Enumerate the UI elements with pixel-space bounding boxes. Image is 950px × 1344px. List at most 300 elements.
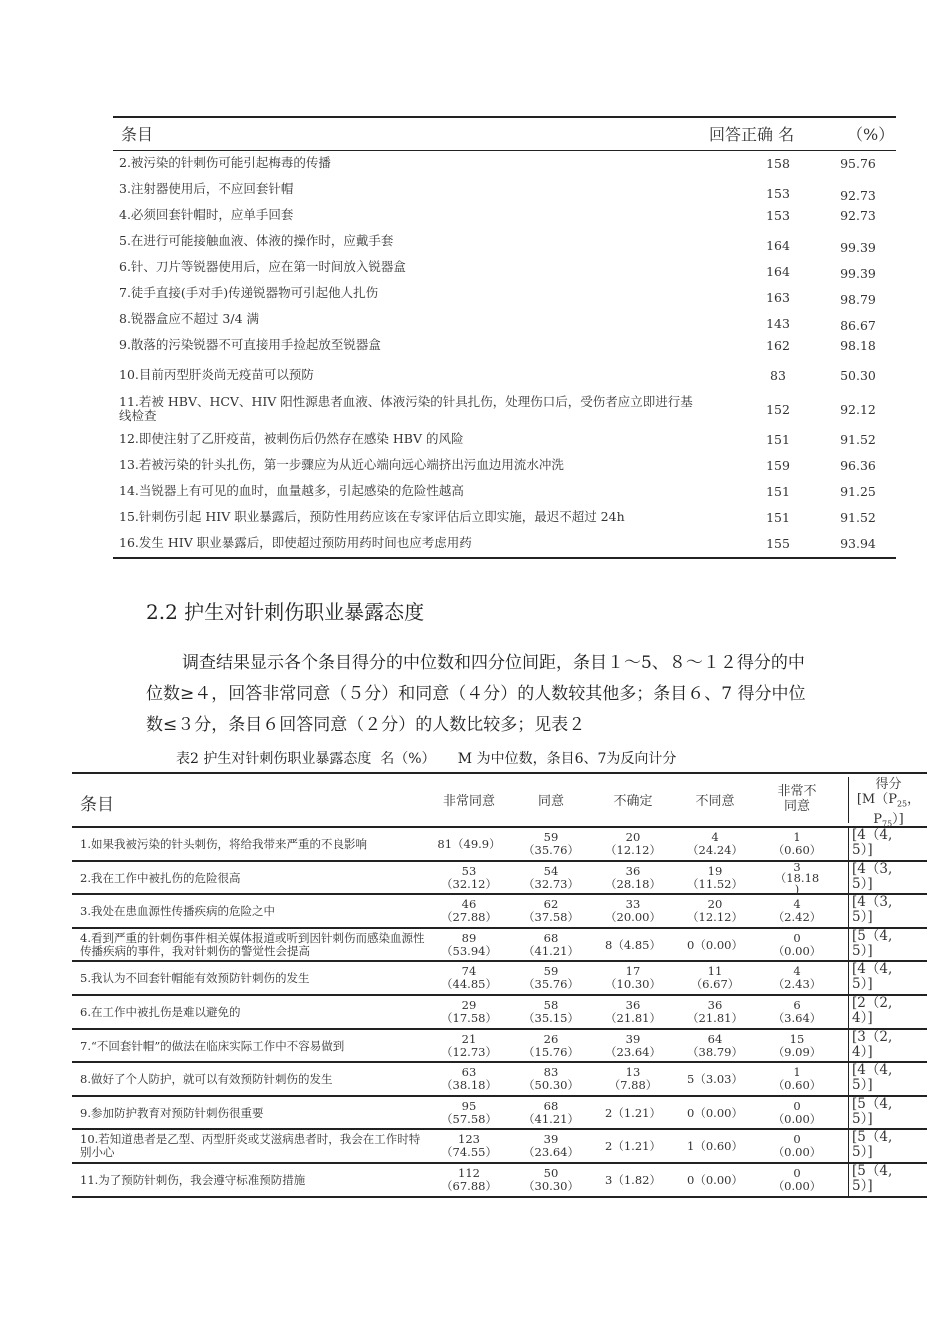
- cell-score-line: 5）]: [852, 909, 873, 926]
- cell-agree: [510, 898, 592, 924]
- row-item: 10.若知道患者是乙型、丙型肝炎或艾滋病患者时，我会在工作时特别小心: [80, 1132, 421, 1160]
- cell-score-line: 5）]: [852, 842, 873, 858]
- cell-strongly-disagree-line: 0: [793, 930, 801, 945]
- table-row: [113, 203, 896, 229]
- table-row: [72, 1164, 927, 1198]
- cell-strongly-agree-line: （27.88）: [441, 910, 497, 925]
- cell-agree: [510, 865, 592, 891]
- cell-score-line: 5）]: [852, 1144, 873, 1161]
- cell-strongly-disagree: [756, 831, 838, 857]
- cell-score-line: 5）]: [852, 1077, 873, 1094]
- cell-disagree-line: 19: [707, 863, 723, 878]
- cell-strongly-disagree-line: （0.00）: [772, 1178, 822, 1193]
- cell-disagree: [674, 1073, 756, 1086]
- row-item: 11.若被 HBV、HCV、HIV 阳性源患者血液、体液污染的针具扎伤，处理伤口后，受伤者应立即进行基线检查: [119, 394, 693, 423]
- cell-disagree-line: 1（0.60）: [687, 1139, 743, 1154]
- cell-strongly-agree: [428, 1167, 510, 1193]
- table-row: [72, 828, 927, 862]
- cell-agree: [510, 1066, 592, 1092]
- cell-uncertain: [592, 939, 674, 952]
- cell-score-line: [4（4,: [852, 961, 893, 978]
- cell-score: [848, 1063, 927, 1095]
- knowledge-table: [113, 116, 896, 559]
- cell-disagree-line: 20: [707, 897, 723, 912]
- cell-disagree: [674, 1140, 756, 1153]
- cell-score: [848, 996, 927, 1028]
- header-strongly-agree: 非常同意: [442, 794, 495, 809]
- cell-strongly-agree: [428, 932, 510, 958]
- cell-agree: [510, 1167, 592, 1193]
- header-score: [848, 777, 928, 829]
- table-row: [113, 453, 896, 479]
- row-item: 6.针、刀片等锐器使用后，应在第一时间放入锐器盒: [119, 259, 406, 274]
- cell-strongly-disagree: [756, 859, 838, 896]
- table-row: [72, 1097, 927, 1131]
- cell-strongly-agree: [428, 1133, 510, 1159]
- table-row: [113, 427, 896, 453]
- cell-disagree: [674, 898, 756, 924]
- cell-agree: [510, 932, 592, 958]
- cell-uncertain: [592, 1174, 674, 1187]
- table-row: [72, 929, 927, 963]
- cell-uncertain-line: 2（1.21）: [605, 1105, 661, 1120]
- cell-strongly-disagree-line: 0: [793, 1165, 801, 1180]
- cell-disagree: [674, 965, 756, 991]
- row-percent: 99.39: [840, 240, 876, 255]
- cell-strongly-disagree-line: （0.00）: [772, 943, 822, 958]
- cell-strongly-agree-line: （38.18）: [441, 1078, 497, 1093]
- row-count: 151: [766, 510, 790, 525]
- cell-strongly-agree: [428, 1100, 510, 1126]
- cell-agree: [510, 965, 592, 991]
- cell-agree-line: （23.64）: [523, 1145, 579, 1160]
- table-row: [113, 281, 896, 307]
- cell-strongly-agree-line: （74.55）: [441, 1145, 497, 1160]
- row-item: 5.在进行可能接触血液、体液的操作时，应戴手套: [119, 233, 394, 248]
- table-row: [113, 359, 896, 393]
- cell-disagree: [674, 865, 756, 891]
- cell-strongly-disagree-line: 0: [793, 1098, 801, 1113]
- cell-strongly-agree-line: 46: [461, 897, 477, 912]
- attitude-table-body: [72, 828, 927, 1198]
- header-strongly-disagree-line2: 同意: [783, 799, 810, 814]
- table-row: [113, 177, 896, 203]
- row-count: 164: [766, 264, 790, 279]
- cell-strongly-agree-line: 63: [461, 1065, 477, 1080]
- cell-agree-line: 54: [543, 863, 559, 878]
- table-row: [72, 1030, 927, 1064]
- cell-strongly-disagree-line: （9.09）: [772, 1044, 822, 1059]
- cell-agree-line: （30.30）: [523, 1178, 579, 1193]
- cell-score-line: [4（3,: [852, 860, 893, 877]
- cell-uncertain-line: 17: [625, 964, 641, 979]
- cell-strongly-disagree-line: （0.00）: [772, 1111, 822, 1126]
- cell-score-line: [5（4,: [852, 1129, 893, 1146]
- cell-agree-line: （41.21）: [523, 1111, 579, 1126]
- cell-strongly-disagree-line: （0.60）: [772, 1078, 822, 1093]
- row-count: 162: [766, 338, 790, 353]
- cell-score: [848, 828, 927, 860]
- table-row: [113, 255, 896, 281]
- cell-uncertain: [592, 1066, 674, 1092]
- score-sep: ，: [907, 792, 921, 807]
- row-item: 8.锐器盒应不超过 3/4 满: [119, 311, 259, 326]
- score-close: ）]: [892, 811, 904, 827]
- cell-uncertain-line: 13: [625, 1065, 641, 1080]
- row-percent: 91.52: [840, 432, 876, 447]
- knowledge-table-header: [113, 116, 896, 151]
- cell-disagree-line: 0（0.00）: [687, 1105, 743, 1120]
- score-p75-sub: 75: [881, 819, 893, 829]
- header-strongly-disagree-line1: 非常不: [777, 784, 817, 799]
- cell-strongly-disagree-line: （2.42）: [772, 910, 822, 925]
- row-item: 13.若被污染的针头扎伤，第一步骤应为从近心端向远心端挤出污血边用流水冲洗: [119, 457, 564, 472]
- row-item: 14.当锐器上有可见的血时，血量越多，引起感染的危险性越高: [119, 483, 464, 498]
- table2-caption: 表2 护生对针刺伤职业暴露态度 名（%） M 为中位数，条目6、7为反向计分: [176, 751, 677, 767]
- cell-strongly-agree-line: （53.94）: [441, 943, 497, 958]
- cell-strongly-disagree-line: （3.64）: [772, 1010, 822, 1025]
- table-row: [113, 333, 896, 359]
- cell-agree-line: 83: [543, 1065, 559, 1080]
- cell-disagree-line: 4: [711, 830, 719, 844]
- cell-uncertain: [592, 999, 674, 1025]
- header-strongly-disagree: [756, 784, 838, 814]
- row-item: 7.“不回套针帽”的做法在临床实际工作中不容易做到: [80, 1038, 345, 1053]
- cell-score-line: [4（3,: [852, 894, 893, 911]
- cell-uncertain: [592, 1107, 674, 1120]
- row-count: 163: [766, 290, 790, 305]
- cell-agree-line: 68: [543, 1098, 559, 1113]
- row-count: 159: [766, 458, 790, 473]
- row-percent: 93.94: [840, 536, 876, 551]
- cell-uncertain: [592, 831, 674, 857]
- cell-agree-line: （15.76）: [523, 1044, 579, 1059]
- cell-agree-line: 58: [543, 997, 559, 1012]
- cell-disagree: [674, 999, 756, 1025]
- cell-agree-line: （37.58）: [523, 910, 579, 925]
- cell-strongly-disagree-line: 15: [789, 1031, 805, 1046]
- row-item: 9.参加防护教育对预防针刺伤很重要: [80, 1105, 264, 1120]
- cell-strongly-disagree-line: 3: [793, 859, 801, 874]
- cell-strongly-agree-line: 89: [461, 930, 477, 945]
- table-row: [113, 151, 896, 177]
- cell-disagree: [674, 831, 756, 857]
- cell-strongly-disagree-line: 0: [793, 1132, 801, 1147]
- row-count: 83: [770, 368, 786, 383]
- cell-score: [848, 1030, 927, 1062]
- cell-strongly-disagree: [756, 1066, 838, 1092]
- score-p-label: P: [873, 811, 882, 827]
- cell-strongly-disagree-line: 1: [793, 830, 801, 844]
- header-score-line1: 得分: [875, 777, 902, 792]
- row-count: 143: [766, 316, 790, 331]
- cell-uncertain: [592, 965, 674, 991]
- cell-strongly-disagree-line: （2.43）: [772, 977, 822, 992]
- cell-strongly-agree-line: 95: [461, 1098, 477, 1113]
- cell-disagree-line: 0（0.00）: [687, 1172, 743, 1187]
- row-item: 9.散落的污染锐器不可直接用手捡起放至锐器盒: [119, 337, 381, 352]
- cell-disagree-line: 64: [707, 1031, 723, 1046]
- cell-agree: [510, 1033, 592, 1059]
- cell-uncertain-line: 36: [625, 863, 641, 878]
- cell-strongly-agree: [428, 865, 510, 891]
- cell-disagree-line: 5（3.03）: [687, 1072, 743, 1087]
- cell-agree-line: （41.21）: [523, 943, 579, 958]
- cell-score: [848, 895, 927, 927]
- row-item: 5.我认为不回套针帽能有效预防针刺伤的发生: [80, 971, 310, 986]
- cell-strongly-disagree: [756, 965, 838, 991]
- header-uncertain: 不确定: [613, 794, 653, 809]
- row-item: 4.看到严重的针刺伤事件相关媒体报道或听到因针刺伤而感染血源性传播疾病的事件，我对针刺伤的警觉性会提高: [80, 930, 425, 958]
- cell-disagree-line: （21.81）: [687, 1010, 743, 1025]
- cell-disagree: [674, 1033, 756, 1059]
- cell-uncertain-line: （20.00）: [605, 910, 661, 925]
- cell-disagree-line: 0（0.00）: [687, 937, 743, 952]
- cell-agree-line: 59: [543, 830, 559, 844]
- row-count: 164: [766, 238, 790, 253]
- row-percent: 95.76: [840, 156, 876, 171]
- cell-agree-line: （35.76）: [523, 977, 579, 992]
- header-count: 回答正确 名: [709, 125, 795, 144]
- cell-strongly-agree: [428, 898, 510, 924]
- cell-uncertain-line: 36: [625, 997, 641, 1012]
- cell-agree-line: （35.76）: [523, 843, 579, 857]
- cell-score-line: 5）]: [852, 942, 873, 959]
- table-row: [113, 505, 896, 531]
- cell-strongly-agree-line: （32.12）: [441, 876, 497, 891]
- cell-strongly-disagree: [756, 1033, 838, 1059]
- cell-disagree-line: （24.24）: [687, 843, 743, 857]
- row-count: 153: [766, 208, 790, 223]
- header-score-line2: [849, 792, 928, 812]
- cell-uncertain-line: 2（1.21）: [605, 1139, 661, 1154]
- cell-disagree-line: （11.52）: [687, 876, 743, 891]
- table-row: [72, 1063, 927, 1097]
- cell-strongly-disagree-line: （18.18: [774, 870, 820, 885]
- cell-strongly-agree-line: （12.73）: [441, 1044, 497, 1059]
- cell-strongly-agree-line: （44.85）: [441, 977, 497, 992]
- cell-score-line: [4（4,: [852, 827, 893, 843]
- header-item: 条目: [121, 125, 154, 144]
- cell-strongly-agree-line: 123: [458, 1132, 480, 1147]
- cell-uncertain: [592, 898, 674, 924]
- cell-uncertain: [592, 1140, 674, 1153]
- row-item: 11.为了预防针刺伤，我会遵守标准预防措施: [80, 1172, 306, 1187]
- table-row: [113, 393, 896, 427]
- cell-uncertain-line: （7.88）: [608, 1078, 658, 1093]
- row-count: 153: [766, 186, 790, 201]
- cell-uncertain-line: 20: [625, 830, 641, 844]
- cell-agree-line: 39: [543, 1132, 559, 1147]
- row-item: 4.必须回套针帽时，应单手回套: [119, 207, 294, 222]
- cell-uncertain-line: （23.64）: [605, 1044, 661, 1059]
- cell-strongly-agree-line: 29: [461, 997, 477, 1012]
- cell-strongly-agree-line: 74: [461, 964, 477, 979]
- cell-score-line: 5）]: [852, 875, 873, 892]
- row-item: 2.被污染的针刺伤可能引起梅毒的传播: [119, 155, 331, 170]
- cell-score-line: 4）]: [852, 1043, 873, 1060]
- cell-strongly-disagree: [756, 1133, 838, 1159]
- cell-uncertain: [592, 865, 674, 891]
- row-count: 151: [766, 484, 790, 499]
- row-item: 6.在工作中被扎伤是难以避免的: [80, 1004, 241, 1019]
- row-percent: 92.12: [840, 402, 876, 417]
- cell-score-line: 5）]: [852, 1177, 873, 1194]
- row-item: 8.做好了个人防护，就可以有效预防针刺伤的发生: [80, 1072, 333, 1087]
- cell-uncertain-line: 33: [625, 897, 641, 912]
- cell-uncertain-line: （28.18）: [605, 876, 661, 891]
- cell-disagree: [674, 939, 756, 952]
- table-row: [113, 229, 896, 255]
- cell-agree-line: （35.15）: [523, 1010, 579, 1025]
- cell-strongly-disagree: [756, 1100, 838, 1126]
- row-percent: 99.39: [840, 266, 876, 281]
- table-row: [72, 1130, 927, 1164]
- cell-uncertain-line: 39: [625, 1031, 641, 1046]
- table-row: [113, 531, 896, 557]
- cell-uncertain-line: （12.12）: [605, 843, 661, 857]
- cell-uncertain: [592, 1033, 674, 1059]
- cell-strongly-disagree-line: 4: [793, 897, 801, 912]
- cell-strongly-disagree-line: （0.00）: [772, 1145, 822, 1160]
- table-row: [72, 859, 927, 896]
- cell-uncertain-line: （21.81）: [605, 1010, 661, 1025]
- cell-agree: [510, 999, 592, 1025]
- row-percent: 98.18: [840, 338, 876, 353]
- cell-disagree-line: 11: [707, 964, 723, 979]
- cell-strongly-agree-line: （57.58）: [441, 1111, 497, 1126]
- cell-strongly-disagree-line: 4: [793, 964, 801, 979]
- cell-disagree-line: （6.67）: [690, 977, 740, 992]
- cell-strongly-agree-line: （67.88）: [441, 1178, 497, 1193]
- cell-strongly-agree-line: 21: [461, 1031, 477, 1046]
- row-item: 7.徒手直接(手对手)传递锐器物可引起他人扎伤: [119, 285, 379, 300]
- header-disagree: 不同意: [695, 794, 735, 809]
- header-percent: （%）: [847, 125, 895, 144]
- cell-disagree-line: （38.79）: [687, 1044, 743, 1059]
- cell-strongly-agree: [428, 999, 510, 1025]
- cell-uncertain-line: （10.30）: [605, 977, 661, 992]
- row-item: 12.即使注射了乙肝疫苗，被刺伤后仍然存在感染 HBV 的风险: [119, 431, 464, 446]
- cell-strongly-agree-line: 53: [461, 863, 477, 878]
- cell-score-line: [5（4,: [852, 927, 893, 944]
- cell-score: [848, 1097, 927, 1129]
- header-item: 条目: [80, 795, 114, 815]
- cell-score: [848, 929, 927, 961]
- cell-agree-line: 59: [543, 964, 559, 979]
- row-item: 15.针刺伤引起 HIV 职业暴露后，预防性用药应该在专家评估后立即实施，最迟不超过 24h: [119, 509, 625, 524]
- cell-score-line: [4（4,: [852, 1062, 893, 1079]
- cell-agree-line: 50: [543, 1165, 559, 1180]
- row-count: 158: [766, 156, 790, 171]
- cell-disagree-line: 36: [707, 997, 723, 1012]
- cell-strongly-disagree-line: ): [794, 881, 800, 896]
- cell-strongly-agree: [428, 965, 510, 991]
- row-percent: 91.25: [840, 484, 876, 499]
- cell-score: [848, 962, 927, 994]
- row-count: 152: [766, 402, 790, 417]
- cell-disagree: [674, 1107, 756, 1120]
- section-paragraph: [146, 648, 816, 741]
- table-row: [72, 996, 927, 1030]
- cell-score-line: 5）]: [852, 1110, 873, 1127]
- cell-agree-line: 68: [543, 930, 559, 945]
- cell-agree-line: （32.73）: [523, 876, 579, 891]
- cell-strongly-disagree-line: （0.60）: [772, 843, 822, 857]
- cell-agree-line: （50.30）: [523, 1078, 579, 1093]
- row-item: 3.注射器使用后，不应回套针帽: [119, 181, 294, 196]
- cell-strongly-agree: [428, 1033, 510, 1059]
- score-p25-sub: 25: [896, 799, 908, 809]
- cell-score-line: [5（4,: [852, 1095, 893, 1112]
- row-percent: 91.52: [840, 510, 876, 525]
- row-item: 2.我在工作中被扎伤的危险很高: [80, 870, 241, 885]
- header-agree: 同意: [537, 794, 564, 809]
- row-percent: 86.67: [840, 318, 876, 333]
- section-title: 2.2 护生对针刺伤职业暴露态度: [146, 600, 425, 624]
- cell-score-line: [5（4,: [852, 1162, 893, 1179]
- paragraph-text: 调查结果显示各个条目得分的中位数和四分位间距，条目１～5、８～１２得分的中位数≥４，回答非常同意（５分）和同意（４分）的人数较其他多；条目６、7 得分中位数≤３分，条目６回答同意（２分）的人数比较多；见表２: [146, 653, 806, 735]
- table-row: [72, 962, 927, 996]
- row-count: 151: [766, 432, 790, 447]
- cell-strongly-disagree: [756, 1167, 838, 1193]
- cell-score-line: [2（2,: [852, 994, 893, 1011]
- cell-score: [848, 1164, 927, 1196]
- cell-score-line: 5）]: [852, 976, 873, 993]
- cell-agree: [510, 1100, 592, 1126]
- row-count: 155: [766, 536, 790, 551]
- cell-strongly-disagree: [756, 932, 838, 958]
- row-item: 1.如果我被污染的针头刺伤，将给我带来严重的不良影响: [80, 837, 367, 851]
- cell-score: [848, 862, 927, 894]
- cell-strongly-disagree: [756, 999, 838, 1025]
- row-item: 10.目前丙型肝炎尚无疫苗可以预防: [119, 367, 314, 382]
- row-percent: 98.79: [840, 292, 876, 307]
- cell-score: [848, 1130, 927, 1162]
- row-percent: 96.36: [840, 458, 876, 473]
- cell-strongly-agree-line: 112: [458, 1165, 480, 1180]
- cell-agree-line: 62: [543, 897, 559, 912]
- cell-agree: [510, 1133, 592, 1159]
- table-row: [72, 895, 927, 929]
- row-percent: 92.73: [840, 208, 876, 223]
- cell-score-line: 4）]: [852, 1009, 873, 1026]
- cell-score-line: [3（2,: [852, 1028, 893, 1045]
- attitude-table-header: [72, 772, 927, 828]
- cell-strongly-disagree-line: 6: [793, 997, 801, 1012]
- knowledge-table-body: [113, 151, 896, 559]
- cell-strongly-agree: [428, 838, 510, 851]
- row-item: 16.发生 HIV 职业暴露后，即使超过预防用药时间也应考虑用药: [119, 535, 472, 550]
- row-percent: 92.73: [840, 188, 876, 203]
- row-percent: 50.30: [840, 368, 876, 383]
- cell-uncertain-line: 8（4.85）: [605, 937, 661, 952]
- cell-disagree: [674, 1174, 756, 1187]
- row-item: 3.我处在患血源性传播疾病的危险之中: [80, 904, 275, 919]
- cell-agree: [510, 831, 592, 857]
- cell-strongly-disagree-line: 1: [793, 1065, 801, 1080]
- attitude-table: [72, 772, 927, 1198]
- cell-strongly-agree: [428, 1066, 510, 1092]
- cell-strongly-disagree: [756, 898, 838, 924]
- cell-agree-line: 26: [543, 1031, 559, 1046]
- cell-uncertain-line: 3（1.82）: [605, 1172, 661, 1187]
- table-row: [113, 307, 896, 333]
- cell-strongly-agree-line: （17.58）: [441, 1010, 497, 1025]
- cell-disagree-line: （12.12）: [687, 910, 743, 925]
- cell-strongly-agree-line: 81（49.9）: [437, 837, 501, 851]
- table-row: [113, 479, 896, 505]
